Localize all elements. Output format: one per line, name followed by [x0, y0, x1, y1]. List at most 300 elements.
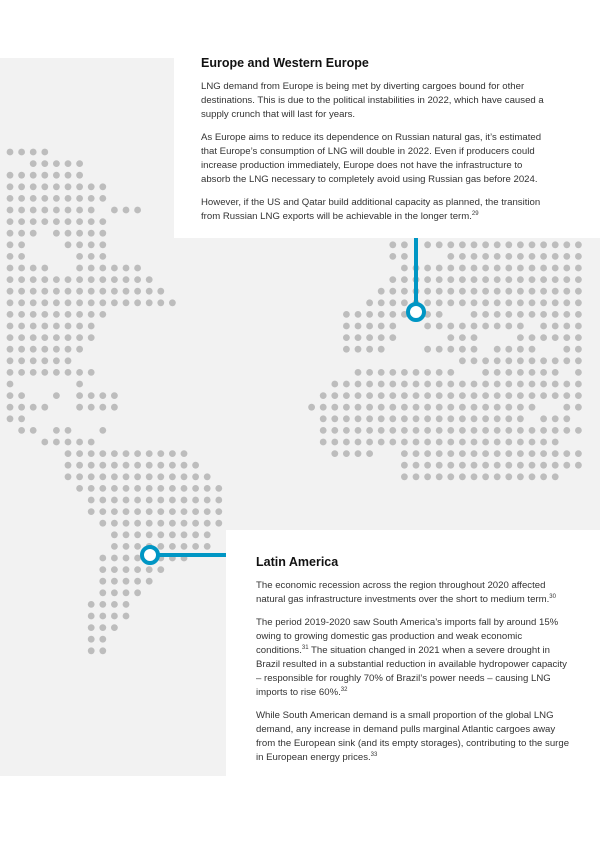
map-dot — [459, 241, 466, 248]
map-dot — [30, 323, 37, 330]
map-dot — [53, 195, 60, 202]
map-dot — [76, 439, 83, 446]
map-dot — [215, 485, 222, 492]
map-dot — [169, 450, 176, 457]
map-dot — [424, 462, 431, 469]
map-dot — [343, 346, 350, 353]
map-dot — [30, 299, 37, 306]
map-dot — [529, 439, 536, 446]
map-dot — [18, 415, 25, 422]
map-dot — [88, 218, 95, 225]
map-dot — [123, 450, 130, 457]
map-dot — [123, 520, 130, 527]
map-dot — [563, 323, 570, 330]
map-dot — [88, 392, 95, 399]
map-dot — [169, 520, 176, 527]
latin-america-panel — [226, 530, 600, 848]
map-dot — [517, 357, 524, 364]
map-dot — [204, 473, 211, 480]
map-dot — [505, 276, 512, 283]
map-dot — [30, 172, 37, 179]
map-dot — [134, 566, 141, 573]
map-dot — [447, 392, 454, 399]
map-dot — [99, 195, 106, 202]
map-dot — [529, 357, 536, 364]
map-dot — [366, 346, 373, 353]
map-dot — [76, 265, 83, 272]
map-dot — [134, 276, 141, 283]
map-dot — [471, 265, 478, 272]
map-dot — [7, 230, 14, 237]
map-dot — [30, 149, 37, 156]
map-dot — [482, 415, 489, 422]
map-dot — [99, 520, 106, 527]
map-dot — [552, 288, 559, 295]
map-dot — [459, 276, 466, 283]
map-dot — [389, 288, 396, 295]
map-dot — [76, 172, 83, 179]
map-dot — [65, 230, 72, 237]
map-dot — [30, 160, 37, 167]
map-dot — [99, 299, 106, 306]
map-dot — [378, 323, 385, 330]
map-dot — [18, 357, 25, 364]
map-dot — [65, 473, 72, 480]
map-dot — [88, 323, 95, 330]
map-dot — [76, 485, 83, 492]
map-dot — [401, 439, 408, 446]
map-dot — [436, 323, 443, 330]
map-dot — [88, 601, 95, 608]
map-dot — [343, 334, 350, 341]
map-dot — [563, 392, 570, 399]
map-dot — [7, 311, 14, 318]
map-dot — [18, 172, 25, 179]
map-dot — [76, 299, 83, 306]
map-dot — [65, 311, 72, 318]
map-dot — [366, 450, 373, 457]
map-dot — [134, 288, 141, 295]
map-dot — [459, 404, 466, 411]
map-dot — [517, 253, 524, 260]
map-dot — [88, 624, 95, 631]
map-dot — [111, 392, 118, 399]
map-dot — [88, 195, 95, 202]
map-dot — [540, 241, 547, 248]
map-dot — [7, 149, 14, 156]
map-dot — [482, 381, 489, 388]
map-dot — [575, 357, 582, 364]
map-dot — [111, 578, 118, 585]
map-dot — [65, 323, 72, 330]
map-dot — [41, 265, 48, 272]
map-dot — [76, 392, 83, 399]
map-dot — [389, 392, 396, 399]
map-dot — [99, 613, 106, 620]
map-dot — [505, 427, 512, 434]
map-dot — [343, 439, 350, 446]
map-dot — [18, 241, 25, 248]
map-dot — [436, 427, 443, 434]
map-dot — [494, 415, 501, 422]
map-dot — [552, 473, 559, 480]
map-dot — [575, 241, 582, 248]
map-dot — [355, 334, 362, 341]
map-dot — [18, 392, 25, 399]
map-dot — [41, 276, 48, 283]
map-dot — [65, 357, 72, 364]
map-dot — [76, 230, 83, 237]
map-dot — [540, 462, 547, 469]
map-dot — [76, 207, 83, 214]
map-dot — [482, 462, 489, 469]
map-dot — [575, 404, 582, 411]
map-dot — [540, 415, 547, 422]
map-dot — [482, 288, 489, 295]
map-dot — [447, 334, 454, 341]
map-dot — [134, 299, 141, 306]
map-dot — [424, 427, 431, 434]
map-dot — [18, 323, 25, 330]
map-dot — [7, 218, 14, 225]
map-dot — [76, 241, 83, 248]
map-dot — [41, 357, 48, 364]
map-dot — [134, 531, 141, 538]
map-dot — [134, 508, 141, 515]
map-dot — [343, 392, 350, 399]
map-dot — [18, 276, 25, 283]
map-dot — [517, 450, 524, 457]
map-dot — [447, 381, 454, 388]
map-dot — [146, 508, 153, 515]
map-dot — [471, 462, 478, 469]
map-dot — [331, 404, 338, 411]
map-dot — [552, 253, 559, 260]
map-dot — [169, 531, 176, 538]
map-dot — [123, 601, 130, 608]
map-dot — [157, 462, 164, 469]
map-dot — [41, 299, 48, 306]
map-dot — [7, 288, 14, 295]
map-dot — [76, 218, 83, 225]
map-dot — [30, 288, 37, 295]
map-dot — [424, 381, 431, 388]
map-dot — [436, 288, 443, 295]
map-dot — [99, 288, 106, 295]
map-dot — [529, 288, 536, 295]
map-dot — [482, 253, 489, 260]
map-dot — [517, 381, 524, 388]
map-dot — [146, 450, 153, 457]
map-dot — [575, 427, 582, 434]
map-dot — [41, 172, 48, 179]
map-dot — [436, 241, 443, 248]
map-dot — [494, 439, 501, 446]
map-dot — [540, 253, 547, 260]
map-dot — [18, 404, 25, 411]
map-dot — [552, 415, 559, 422]
map-dot — [30, 230, 37, 237]
map-dot — [494, 392, 501, 399]
map-dot — [7, 253, 14, 260]
map-dot — [192, 473, 199, 480]
map-dot — [41, 346, 48, 353]
map-dot — [146, 299, 153, 306]
map-dot — [99, 241, 106, 248]
map-dot — [459, 253, 466, 260]
map-dot — [88, 299, 95, 306]
map-dot — [563, 299, 570, 306]
map-dot — [575, 253, 582, 260]
map-dot — [436, 450, 443, 457]
map-dot — [366, 381, 373, 388]
map-dot — [517, 265, 524, 272]
map-dot — [111, 566, 118, 573]
map-dot — [389, 334, 396, 341]
map-dot — [343, 415, 350, 422]
map-dot — [99, 230, 106, 237]
map-dot — [88, 497, 95, 504]
map-dot — [53, 311, 60, 318]
map-dot — [65, 276, 72, 283]
map-dot — [424, 404, 431, 411]
latin-america-heading: Latin America — [256, 555, 339, 569]
map-dot — [494, 241, 501, 248]
map-dot — [517, 392, 524, 399]
map-dot — [123, 299, 130, 306]
map-dot — [355, 323, 362, 330]
map-dot — [181, 485, 188, 492]
map-dot — [30, 265, 37, 272]
map-dot — [552, 450, 559, 457]
map-dot — [389, 323, 396, 330]
latin-america-location-marker — [142, 547, 158, 563]
map-dot — [76, 195, 83, 202]
map-dot — [447, 462, 454, 469]
map-dot — [389, 415, 396, 422]
map-dot — [366, 404, 373, 411]
map-dot — [111, 207, 118, 214]
map-dot — [575, 450, 582, 457]
map-dot — [123, 276, 130, 283]
map-dot — [517, 323, 524, 330]
map-dot — [99, 485, 106, 492]
map-dot — [181, 508, 188, 515]
map-dot — [181, 462, 188, 469]
map-dot — [563, 241, 570, 248]
map-dot — [169, 462, 176, 469]
map-dot — [204, 508, 211, 515]
map-dot — [413, 381, 420, 388]
footnote-ref: 30 — [549, 594, 556, 600]
map-dot — [401, 253, 408, 260]
map-dot — [99, 601, 106, 608]
map-dot — [424, 299, 431, 306]
map-dot — [355, 415, 362, 422]
map-dot — [53, 323, 60, 330]
map-dot — [401, 288, 408, 295]
map-dot — [157, 543, 164, 550]
map-dot — [65, 462, 72, 469]
map-dot — [517, 473, 524, 480]
map-dot — [215, 497, 222, 504]
map-dot — [88, 241, 95, 248]
map-dot — [552, 392, 559, 399]
map-dot — [157, 566, 164, 573]
map-dot — [505, 241, 512, 248]
map-dot — [471, 473, 478, 480]
map-dot — [389, 241, 396, 248]
map-dot — [99, 647, 106, 654]
map-dot — [99, 508, 106, 515]
map-dot — [134, 520, 141, 527]
map-dot — [529, 311, 536, 318]
map-dot — [540, 439, 547, 446]
map-dot — [7, 276, 14, 283]
map-dot — [505, 369, 512, 376]
map-dot — [30, 276, 37, 283]
map-dot — [505, 311, 512, 318]
europe-paragraph-3-text: However, if the US and Qatar build additional capacity as planned, the transition from Russian LNG exports will be achievable in the longer term. — [201, 197, 541, 222]
latam-paragraph-1 — [256, 579, 572, 607]
map-dot — [53, 276, 60, 283]
map-dot — [459, 299, 466, 306]
map-dot — [18, 183, 25, 190]
map-dot — [355, 439, 362, 446]
map-dot — [505, 346, 512, 353]
map-dot — [505, 404, 512, 411]
map-dot — [529, 265, 536, 272]
map-dot — [99, 253, 106, 260]
map-dot — [18, 207, 25, 214]
map-dot — [99, 265, 106, 272]
map-dot — [389, 276, 396, 283]
map-dot — [355, 311, 362, 318]
map-dot — [517, 311, 524, 318]
map-dot — [540, 311, 547, 318]
map-dot — [88, 253, 95, 260]
map-dot — [111, 497, 118, 504]
map-dot — [563, 276, 570, 283]
map-dot — [134, 578, 141, 585]
map-dot — [436, 369, 443, 376]
map-dot — [494, 357, 501, 364]
map-dot — [169, 485, 176, 492]
map-dot — [494, 462, 501, 469]
map-dot — [123, 531, 130, 538]
map-dot — [53, 427, 60, 434]
map-dot — [447, 346, 454, 353]
map-dot — [471, 288, 478, 295]
map-dot — [563, 381, 570, 388]
map-dot — [99, 497, 106, 504]
map-dot — [517, 439, 524, 446]
map-dot — [529, 427, 536, 434]
map-dot — [7, 207, 14, 214]
map-dot — [30, 346, 37, 353]
map-dot — [111, 613, 118, 620]
map-dot — [18, 311, 25, 318]
map-dot — [529, 253, 536, 260]
map-dot — [134, 589, 141, 596]
map-dot — [471, 334, 478, 341]
map-dot — [169, 508, 176, 515]
map-dot — [41, 218, 48, 225]
map-dot — [378, 369, 385, 376]
map-dot — [331, 450, 338, 457]
map-dot — [192, 543, 199, 550]
map-dot — [436, 311, 443, 318]
map-dot — [575, 392, 582, 399]
map-dot — [540, 473, 547, 480]
map-dot — [540, 265, 547, 272]
map-dot — [552, 462, 559, 469]
map-dot — [41, 183, 48, 190]
map-dot — [53, 439, 60, 446]
map-dot — [146, 520, 153, 527]
map-dot — [366, 299, 373, 306]
map-dot — [447, 299, 454, 306]
map-dot — [563, 427, 570, 434]
map-dot — [111, 624, 118, 631]
map-dot — [134, 473, 141, 480]
map-dot — [134, 265, 141, 272]
map-dot — [65, 439, 72, 446]
map-dot — [447, 288, 454, 295]
map-dot — [331, 392, 338, 399]
europe-heading: Europe and Western Europe — [201, 56, 369, 70]
map-dot — [76, 323, 83, 330]
map-dot — [378, 427, 385, 434]
map-dot — [157, 485, 164, 492]
map-dot — [88, 276, 95, 283]
map-dot — [436, 276, 443, 283]
map-dot — [88, 462, 95, 469]
map-dot — [389, 299, 396, 306]
map-dot — [99, 473, 106, 480]
map-dot — [505, 392, 512, 399]
map-dot — [123, 578, 130, 585]
map-dot — [169, 497, 176, 504]
map-dot — [529, 346, 536, 353]
map-dot — [204, 497, 211, 504]
map-dot — [7, 265, 14, 272]
latam-paragraph-3-text: While South American demand is a small proportion of the global LNG demand, any increase in demand pulls marginal Atlantic cargoes away from the European sink (and its empty storages), contributing to the surge in European energy prices. — [256, 710, 570, 763]
map-dot — [157, 473, 164, 480]
map-dot — [99, 392, 106, 399]
map-dot — [517, 462, 524, 469]
map-dot — [378, 346, 385, 353]
map-dot — [459, 323, 466, 330]
footnote-ref: 32 — [340, 687, 348, 693]
map-dot — [204, 531, 211, 538]
map-dot — [18, 230, 25, 237]
map-dot — [563, 334, 570, 341]
map-dot — [88, 508, 95, 515]
map-dot — [575, 276, 582, 283]
map-dot — [447, 404, 454, 411]
map-dot — [529, 462, 536, 469]
map-dot — [552, 427, 559, 434]
map-dot — [65, 172, 72, 179]
map-dot — [169, 543, 176, 550]
map-dot — [413, 450, 420, 457]
map-dot — [204, 543, 211, 550]
map-dot — [99, 589, 106, 596]
map-dot — [76, 450, 83, 457]
map-dot — [41, 160, 48, 167]
map-dot — [65, 450, 72, 457]
